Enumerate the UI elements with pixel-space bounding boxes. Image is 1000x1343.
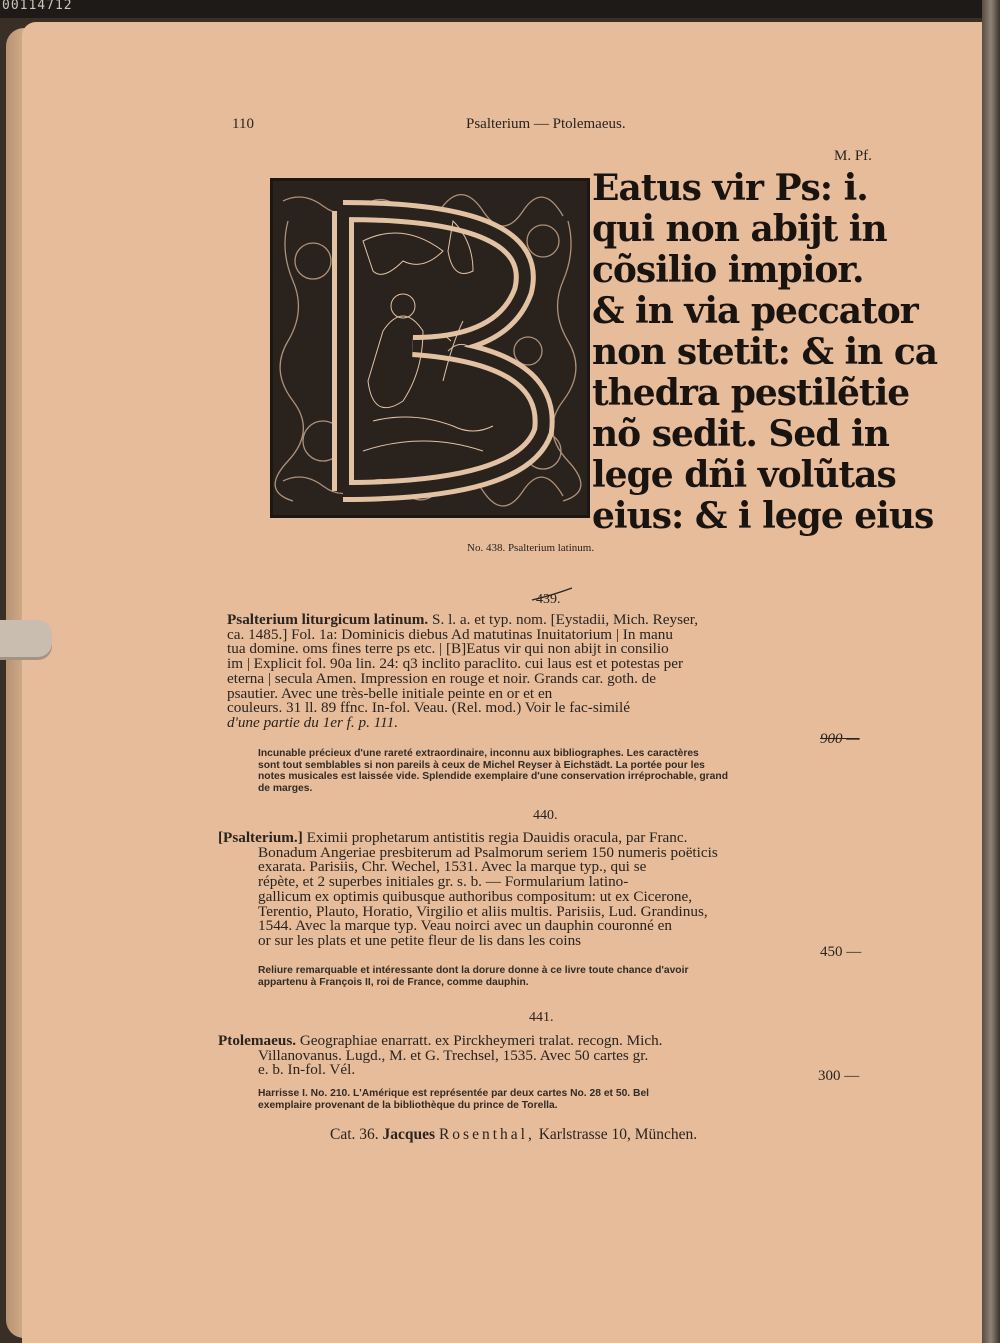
running-head: Psalterium — Ptolemaeus.	[466, 116, 626, 132]
blackletter-line: cõsilio impior.	[592, 249, 864, 291]
lot-title: [Psalterium.]	[218, 829, 303, 846]
lot-441-description: Ptolemaeus. Geographiae enarratt. ex Pirckheymeri tralat. recogn. Mich. Villanovanus. Lugd., M. et G. Trechsel, 1535. Avec 50 cartes gr. e. b. In-fol. Vél.	[218, 1032, 663, 1079]
figure-caption: No. 438. Psalterium latinum.	[467, 542, 595, 554]
lot-number: 440.	[533, 808, 558, 823]
woodcut-initial-b	[270, 178, 590, 518]
lot-number: 439.	[536, 592, 561, 607]
blackletter-line: qui non abijt in	[592, 208, 887, 250]
blackletter-line: thedra pestilẽtie	[592, 372, 910, 414]
lot-title: Ptolemaeus.	[218, 1032, 297, 1049]
lot-440-note: Reliure remarquable et intéressante dont la dorure donne à ce livre toute chance d'avoir appartenu à François II, roi de France, comme dauphin.	[258, 965, 689, 988]
scan-top-strip	[0, 0, 1000, 18]
blackletter-line: eius: & i lege eius	[592, 495, 934, 537]
blackletter-line: & in via peccator	[592, 290, 918, 332]
lot-price: 300 —	[818, 1068, 860, 1084]
lot-439-description: Psalterium liturgicum latinum. S. l. a. et typ. nom. [Eystadii, Mich. Reyser, ca. 1485.] Fol. 1a: Dominicis diebus Ad matutinas Inuitatorium | In manu tua domine. oms fines terre ps etc. | [B]Eatus vir qui non abijt in consilio im | Explicit fol. 90a lin. 24: q3 inclito paraclito. cui laus est et potestas per eterna | secula Amen. Impression en rouge et noir. Grands car. goth. de psautier. Avec une très-belle initiale peinte en or et en couleurs. 31 ll. 89 ffnc. In-fol. Veau. (Rel. mod.) Voir le fac-similé d'une partie du 1er f. p. 111.	[227, 611, 699, 731]
lot-439-note: Incunable précieux d'une rareté extraordinaire, inconnu aux bibliographes. Les caractères sont tout semblables si non pareils à ceux de Michel Reyser à Eichstädt. La portée pour les notes musicales est laissée vide. Splendide exemplaire d'une conservation irréprochable, grand de marges.	[258, 748, 728, 794]
scan-id-stamp: 00114712	[2, 0, 73, 13]
lot-title: Psalterium liturgicum latinum.	[227, 611, 429, 628]
lot-price-crossed: 900 —	[820, 731, 860, 747]
lot-price: 450 —	[820, 944, 862, 960]
catalogue-footer: Cat. 36. Jacques Rosenthal, Karlstrasse 10, München.	[330, 1126, 698, 1143]
blackletter-line: lege dñi volũtas	[592, 454, 896, 496]
blackletter-line: Eatus vir Ps: i.	[592, 167, 868, 209]
lot-number: 441.	[529, 1010, 554, 1025]
blackletter-line: non stetit: & in ca	[592, 331, 938, 373]
blackletter-line: nõ sedit. Sed in	[592, 413, 889, 455]
page-number: 110	[232, 116, 254, 132]
blackletter-text-block	[592, 167, 938, 537]
lot-440-description: [Psalterium.] Eximii prophetarum antistitis regia Dauidis oracula, par Franc. Bonadum Angeriae presbiterum ad Psalmorum seriem 150 numeris poëticis exarata. Parisiis, Chr. Wechel, 1531. Avec la marque typ., qui se répète, et 2 superbes initiales gr. s. b. — Formularium latino- gallicum ex optimis quibusque authoribus compositum: ut ex Cicerone, Terentio, Plauto, Horatio, Virgilio et aliis multis. Parisiis, Lud. Grandinus, 1544. Avec la marque typ. Veau noirci avec un dauphin couronné en or sur les plats et une petite fleur de lis dans les coins	[218, 829, 718, 949]
book-spine	[982, 0, 1000, 1343]
page-clip	[0, 620, 52, 660]
handwritten-strike-mark	[530, 586, 574, 604]
lot-441-note: Harrisse I. No. 210. L'Amérique est représentée par deux cartes No. 28 et 50. Bel exemplaire provenant de la bibliothèque du prince de Torella.	[258, 1088, 650, 1111]
reference-mark: M. Pf.	[834, 148, 872, 164]
